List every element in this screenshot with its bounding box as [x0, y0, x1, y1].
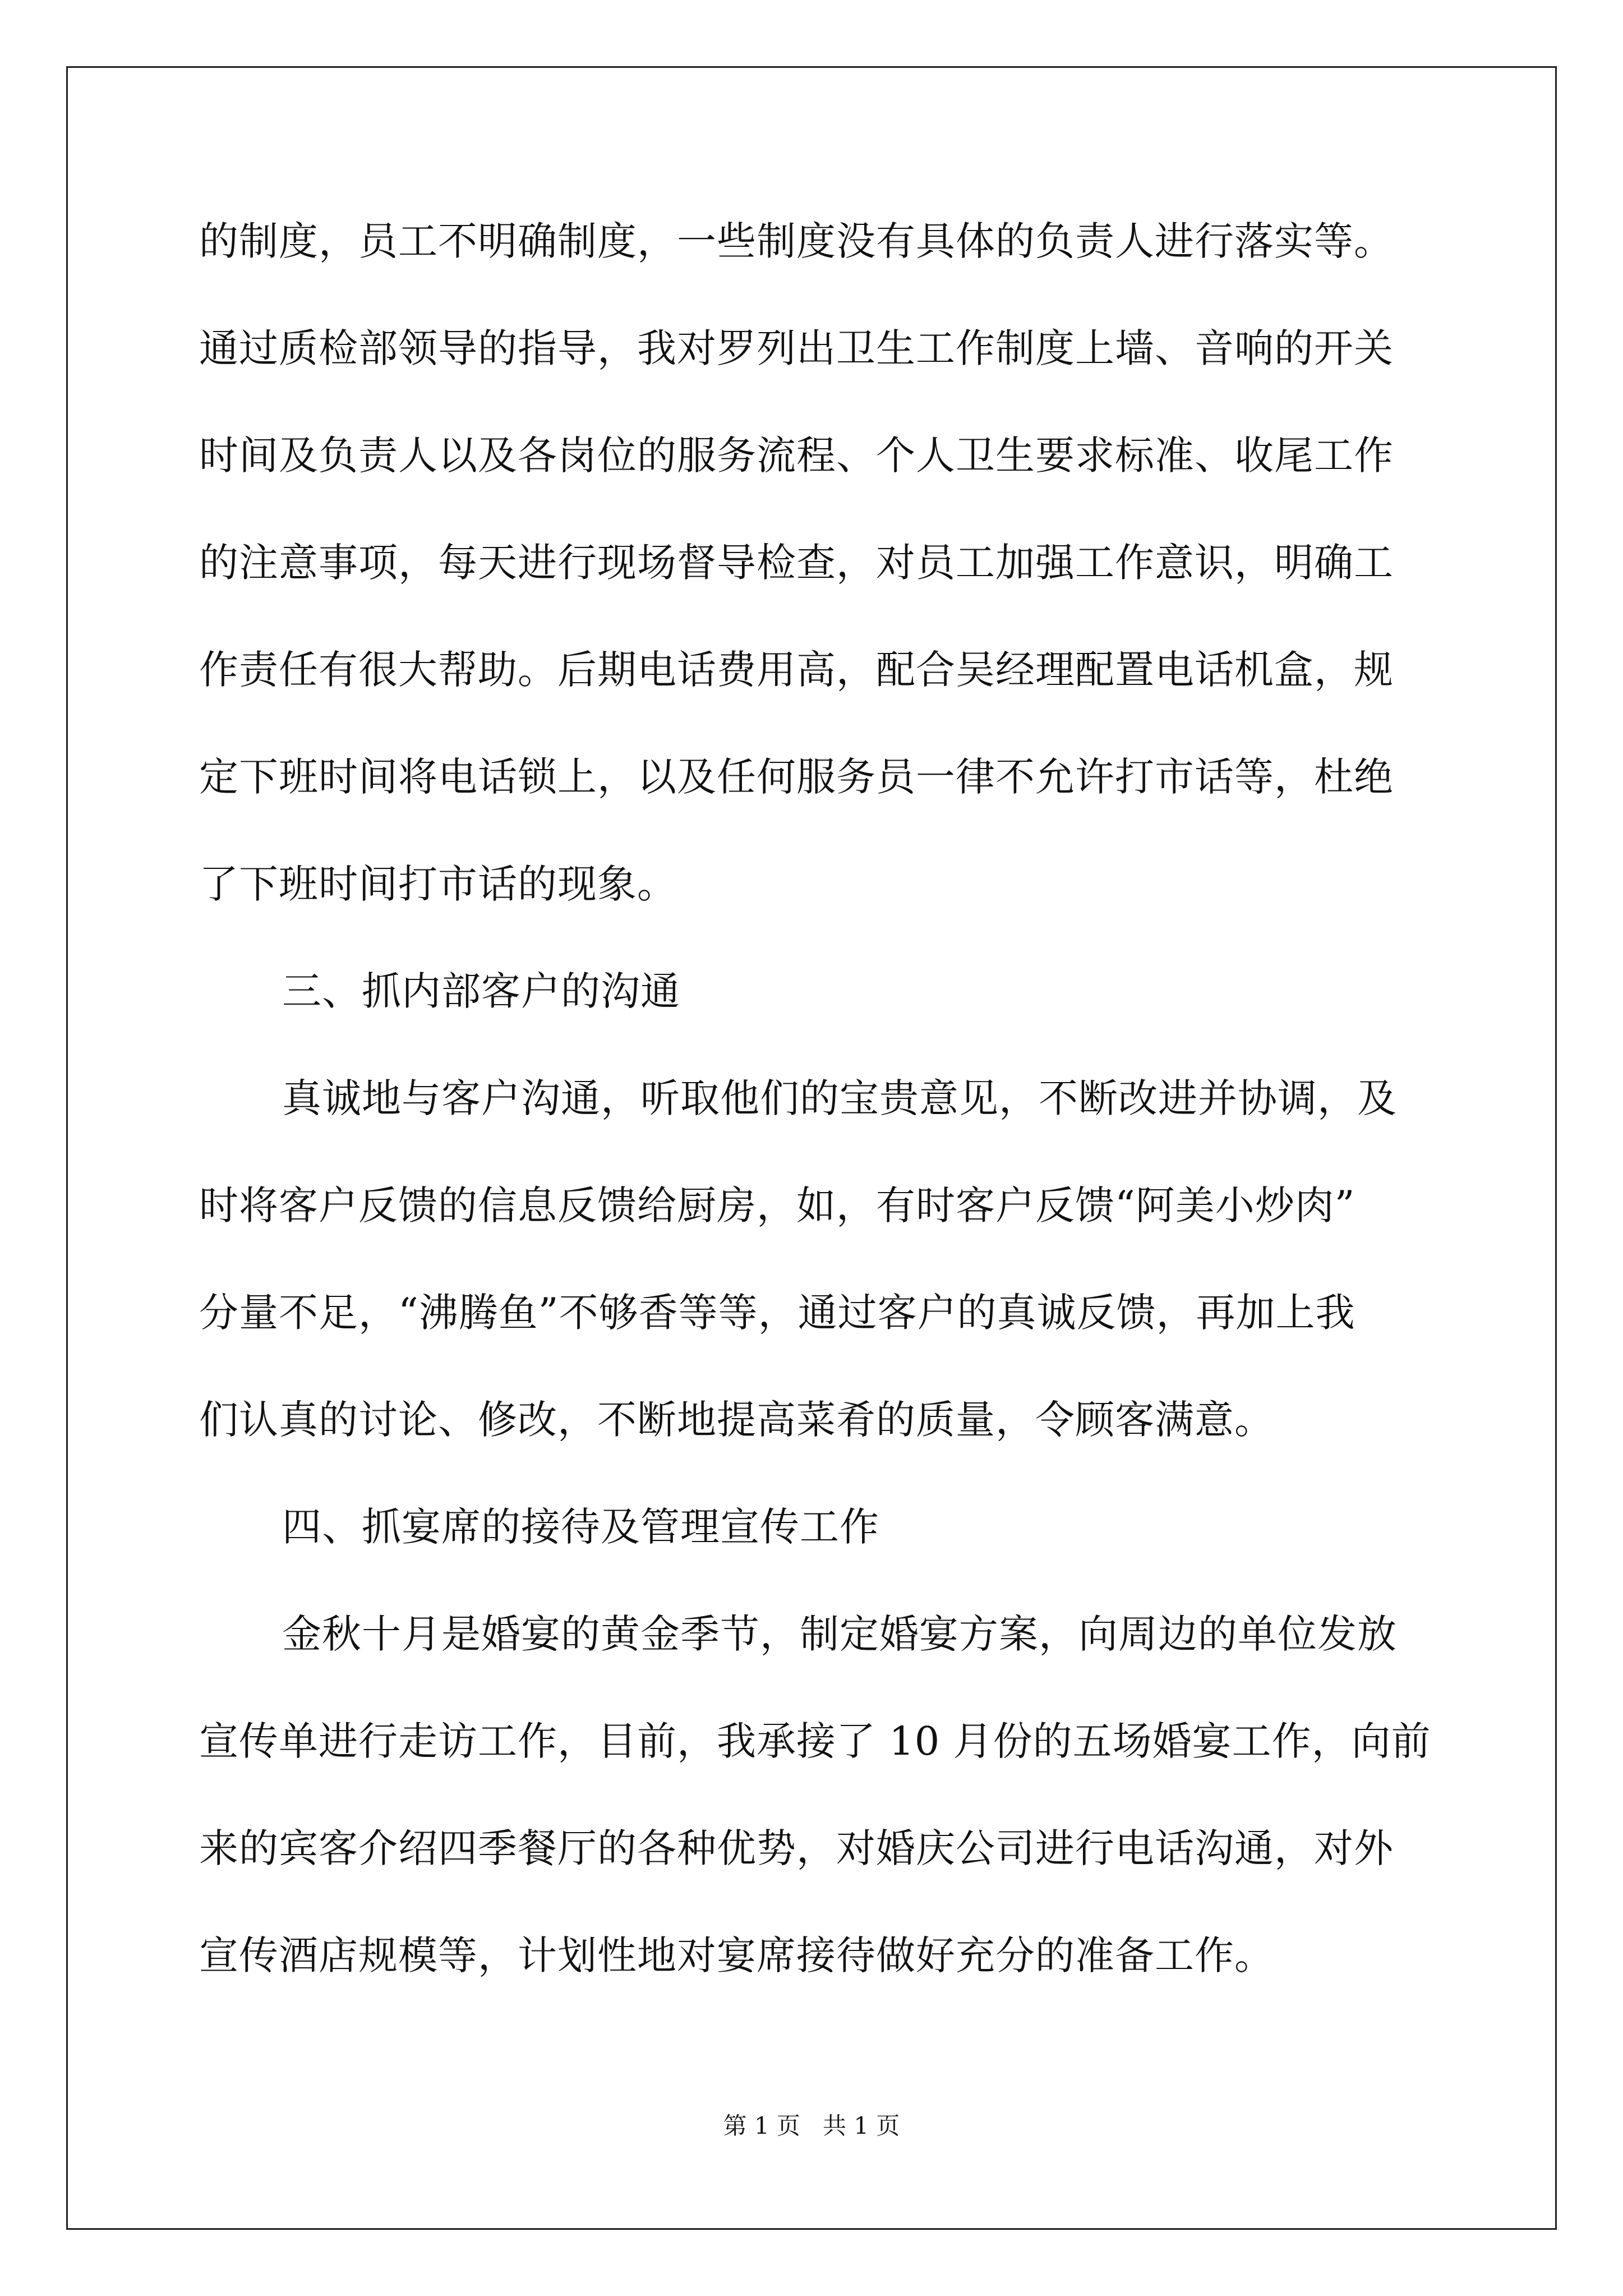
body-line: 通过质检部领导的指导，我对罗列出卫生工作制度上墙、音响的开关 — [199, 325, 1394, 371]
body-line: 时间及负责人以及各岗位的服务流程、个人卫生要求标准、收尾工作 — [199, 432, 1394, 478]
body-line: 们认真的讨论、修改，不断地提高菜肴的质量，令顾客满意。 — [199, 1397, 1274, 1443]
section-heading: 三、抓内部客户的沟通 — [282, 968, 680, 1014]
paragraph-start: 金秋十月是婚宴的黄金季节，制定婚宴方案，向周边的单位发放 — [282, 1611, 1397, 1657]
section-heading: 四、抓宴席的接待及管理宣传工作 — [282, 1504, 879, 1550]
page-number: 第 1 页 — [723, 2112, 800, 2139]
page-footer — [0, 2112, 1623, 2140]
body-line: 作责任有很大帮助。后期电话费用高，配合吴经理配置电话机盒，规 — [199, 647, 1394, 693]
page-total: 共 1 页 — [823, 2112, 900, 2139]
body-line: 的制度，员工不明确制度，一些制度没有具体的负责人进行落实等。 — [199, 218, 1394, 264]
body-line: 宣传单进行走访工作，目前，我承接了 10 月份的五场婚宴工作，向前 — [199, 1718, 1431, 1764]
body-line: 定下班时间将电话锁上，以及任何服务员一律不允许打市话等，杜绝 — [199, 754, 1394, 800]
body-line: 来的宾客介绍四季餐厅的各种优势，对婚庆公司进行电话沟通，对外 — [199, 1825, 1394, 1871]
body-line: 时将客户反馈的信息反馈给厨房，如，有时客户反馈“阿美小炒肉” — [199, 1182, 1355, 1228]
document-body — [199, 218, 1431, 2040]
body-line: 了下班时间打市话的现象。 — [199, 861, 677, 907]
body-line: 分量不足，“沸腾鱼”不够香等等，通过客户的真诚反馈，再加上我 — [199, 1290, 1355, 1336]
paragraph-start: 真诚地与客户沟通，听取他们的宝贵意见，不断改进并协调，及 — [282, 1075, 1397, 1121]
body-line: 宣传酒店规模等，计划性地对宴席接待做好充分的准备工作。 — [199, 1932, 1274, 1978]
body-line: 的注意事项，每天进行现场督导检查，对员工加强工作意识，明确工 — [199, 540, 1394, 586]
